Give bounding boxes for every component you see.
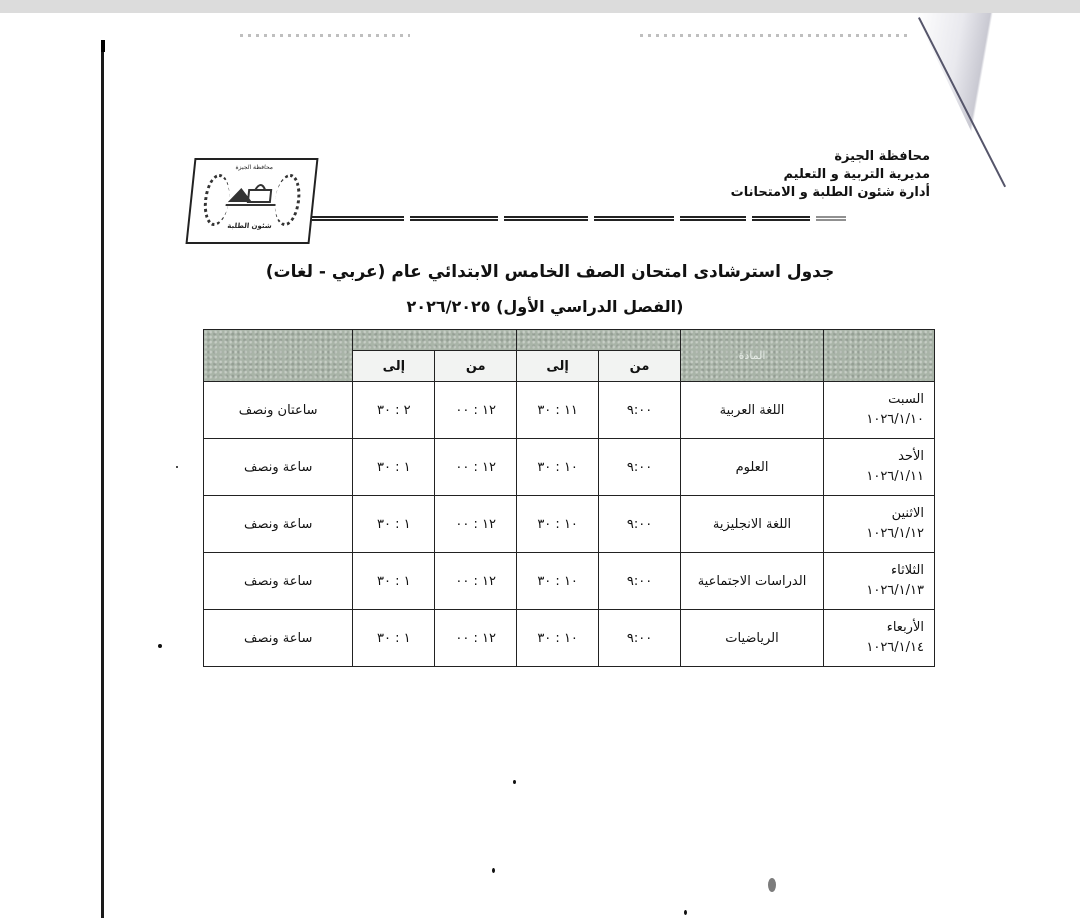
table-row bbox=[204, 610, 935, 667]
department-logo bbox=[185, 158, 318, 244]
subject-cell: اللغة الانجليزية bbox=[680, 496, 823, 553]
header-time-group-a bbox=[517, 330, 681, 351]
scan-speck bbox=[176, 466, 178, 468]
page-left-edge-mark bbox=[101, 40, 105, 52]
scan-noise bbox=[240, 34, 410, 37]
date-label: ١٠٢٦/١/١١ bbox=[866, 469, 924, 484]
header-time-group-b bbox=[353, 330, 517, 351]
duration-cell: ساعة ونصف bbox=[204, 553, 353, 610]
building-emblem-icon bbox=[225, 178, 278, 208]
day-label: الأحد bbox=[898, 449, 924, 464]
subheader-from: من bbox=[599, 351, 681, 382]
semester-subtitle: (الفصل الدراسي الأول) ٢٠٢٦/٢٠٢٥ bbox=[406, 297, 684, 316]
header-day-date bbox=[824, 330, 935, 382]
to-time-cell: ١ : ٣٠ bbox=[353, 610, 435, 667]
day-label: السبت bbox=[888, 392, 924, 407]
subject-cell: اللغة العربية bbox=[680, 382, 823, 439]
from-time-cell: ١٢ : ٠٠ bbox=[435, 496, 517, 553]
day-date-cell bbox=[824, 382, 935, 439]
viewer-top-bar bbox=[0, 0, 1080, 13]
from-time-cell: ١٢ : ٠٠ bbox=[435, 553, 517, 610]
directorate-label: مديرية التربية و التعليم bbox=[783, 167, 930, 182]
table-header-row bbox=[204, 330, 935, 351]
header-subject: المادة bbox=[680, 330, 823, 382]
date-label: ١٠٢٦/١/١٣ bbox=[866, 583, 924, 598]
organization-header bbox=[731, 148, 930, 202]
subheader-from: من bbox=[435, 351, 517, 382]
day-date-cell bbox=[824, 439, 935, 496]
subheader-to: إلى bbox=[517, 351, 599, 382]
to-time-cell: ١ : ٣٠ bbox=[353, 439, 435, 496]
day-label: الثلاثاء bbox=[891, 563, 924, 578]
table-row bbox=[204, 382, 935, 439]
day-date-cell bbox=[824, 553, 935, 610]
schedule-title: جدول استرشادى امتحان الصف الخامس الابتدائي عام (عربي - لغات) bbox=[265, 262, 835, 282]
to-time-cell: ١١ : ٣٠ bbox=[517, 382, 599, 439]
table-row bbox=[204, 496, 935, 553]
from-time-cell: ١٢ : ٠٠ bbox=[435, 439, 517, 496]
from-time-cell: ٩:٠٠ bbox=[599, 496, 681, 553]
subject-cell: الدراسات الاجتماعية bbox=[680, 553, 823, 610]
department-label: أدارة شئون الطلبة و الامتحانات bbox=[730, 185, 930, 200]
subject-cell: العلوم bbox=[680, 439, 823, 496]
logo-top-text: محافظة الجيزة bbox=[235, 164, 274, 171]
subheader-to: إلى bbox=[353, 351, 435, 382]
duration-cell: ساعة ونصف bbox=[204, 610, 353, 667]
date-label: ١٠٢٦/١/١٢ bbox=[866, 526, 924, 541]
day-date-cell bbox=[824, 610, 935, 667]
from-time-cell: ٩:٠٠ bbox=[599, 553, 681, 610]
scan-speck bbox=[513, 780, 516, 784]
from-time-cell: ١٢ : ٠٠ bbox=[435, 610, 517, 667]
scan-speck bbox=[684, 910, 687, 915]
scan-speck bbox=[492, 868, 495, 873]
to-time-cell: ١٠ : ٣٠ bbox=[517, 439, 599, 496]
from-time-cell: ٩:٠٠ bbox=[599, 439, 681, 496]
table-row bbox=[204, 553, 935, 610]
from-time-cell: ٩:٠٠ bbox=[599, 382, 681, 439]
to-time-cell: ٢ : ٣٠ bbox=[353, 382, 435, 439]
scan-speck bbox=[768, 878, 776, 892]
day-date-cell bbox=[824, 496, 935, 553]
day-label: الاثنين bbox=[891, 506, 924, 521]
table-row bbox=[204, 439, 935, 496]
day-label: الأربعاء bbox=[886, 620, 924, 635]
to-time-cell: ١٠ : ٣٠ bbox=[517, 553, 599, 610]
to-time-cell: ١٠ : ٣٠ bbox=[517, 496, 599, 553]
subject-cell: الرياضيات bbox=[680, 610, 823, 667]
header-divider bbox=[312, 208, 852, 215]
from-time-cell: ١٢ : ٠٠ bbox=[435, 382, 517, 439]
to-time-cell: ١ : ٣٠ bbox=[353, 496, 435, 553]
scan-speck bbox=[158, 644, 162, 648]
duration-cell: ساعة ونصف bbox=[204, 496, 353, 553]
governorate-label: محافظة الجيزة bbox=[834, 149, 930, 164]
to-time-cell: ١٠ : ٣٠ bbox=[517, 610, 599, 667]
duration-cell: ساعتان ونصف bbox=[204, 382, 353, 439]
from-time-cell: ٩:٠٠ bbox=[599, 610, 681, 667]
date-label: ١٠٢٦/١/١٠ bbox=[866, 412, 924, 427]
to-time-cell: ١ : ٣٠ bbox=[353, 553, 435, 610]
page-left-edge bbox=[101, 42, 104, 918]
duration-cell: ساعة ونصف bbox=[204, 439, 353, 496]
header-duration bbox=[204, 330, 353, 382]
exam-schedule-table bbox=[203, 329, 935, 667]
scan-noise bbox=[640, 34, 910, 37]
logo-bottom-text: شئون الطلبة bbox=[226, 222, 273, 230]
date-label: ١٠٢٦/١/١٤ bbox=[866, 640, 924, 655]
